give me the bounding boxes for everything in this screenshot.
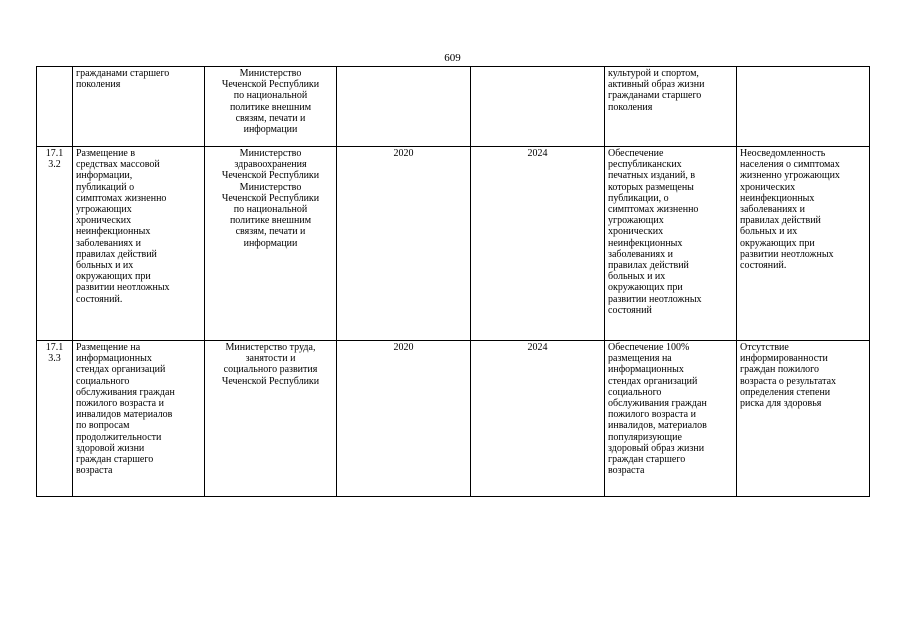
row-number-cell: 17.1 3.2 [37, 147, 73, 341]
start-year-cell: 2020 [337, 147, 471, 341]
result-cell: культурой и спортом, активный образ жизни гражданами старшего поколения [605, 67, 737, 147]
consequence-cell [737, 67, 870, 147]
event-cell: Размещение на информационных стендах организаций социального обслуживания граждан пожилого возраста и инвалидов материалов по вопросам продолжительности здоровой жизни граждан старшего возраста [73, 341, 205, 497]
end-year-cell [471, 67, 605, 147]
end-year-cell: 2024 [471, 341, 605, 497]
table-row [37, 147, 870, 341]
table-row [37, 67, 870, 147]
start-year-cell: 2020 [337, 341, 471, 497]
consequence-cell: Отсутствие информированности граждан пожилого возраста о результатах определения степени риска для здоровья [737, 341, 870, 497]
executor-cell: Министерство труда, занятости и социального развития Чеченской Республики [205, 341, 337, 497]
start-year-cell [337, 67, 471, 147]
table-row [37, 341, 870, 497]
executor-cell: Министерство здравоохранения Чеченской Республики Министерство Чеченской Республики по национальной политике внешним связям, печати и информации [205, 147, 337, 341]
row-number-cell: 17.1 3.3 [37, 341, 73, 497]
event-cell: Размещение в средствах массовой информации, публикаций о симптомах жизненно угрожающих хронических неинфекционных заболеваниях и правилах действий больных и их окружающих при развитии неотложных состояний. [73, 147, 205, 341]
row-number-cell [37, 67, 73, 147]
measures-table [36, 66, 870, 497]
event-cell: гражданами старшего поколения [73, 67, 205, 147]
consequence-cell: Неосведомленность населения о симптомах жизненно угрожающих хронических неинфекционных заболеваниях и правилах действий больных и их окружающих при развитии неотложных состояний. [737, 147, 870, 341]
page-number: 609 [444, 52, 461, 64]
executor-cell: Министерство Чеченской Республики по национальной политике внешним связям, печати и информации [205, 67, 337, 147]
result-cell: Обеспечение республиканских печатных изданий, в которых размещены публикации, о симптомах жизненно угрожающих хронических неинфекционных заболеваниях и правилах действий больных и их окружающих при развитии неотложных состояний [605, 147, 737, 341]
result-cell: Обеспечение 100% размещения на информационных стендах организаций социального обслуживания граждан пожилого возраста и инвалидов, материалов популяризующие здоровый образ жизни граждан старшего возраста [605, 341, 737, 497]
end-year-cell: 2024 [471, 147, 605, 341]
